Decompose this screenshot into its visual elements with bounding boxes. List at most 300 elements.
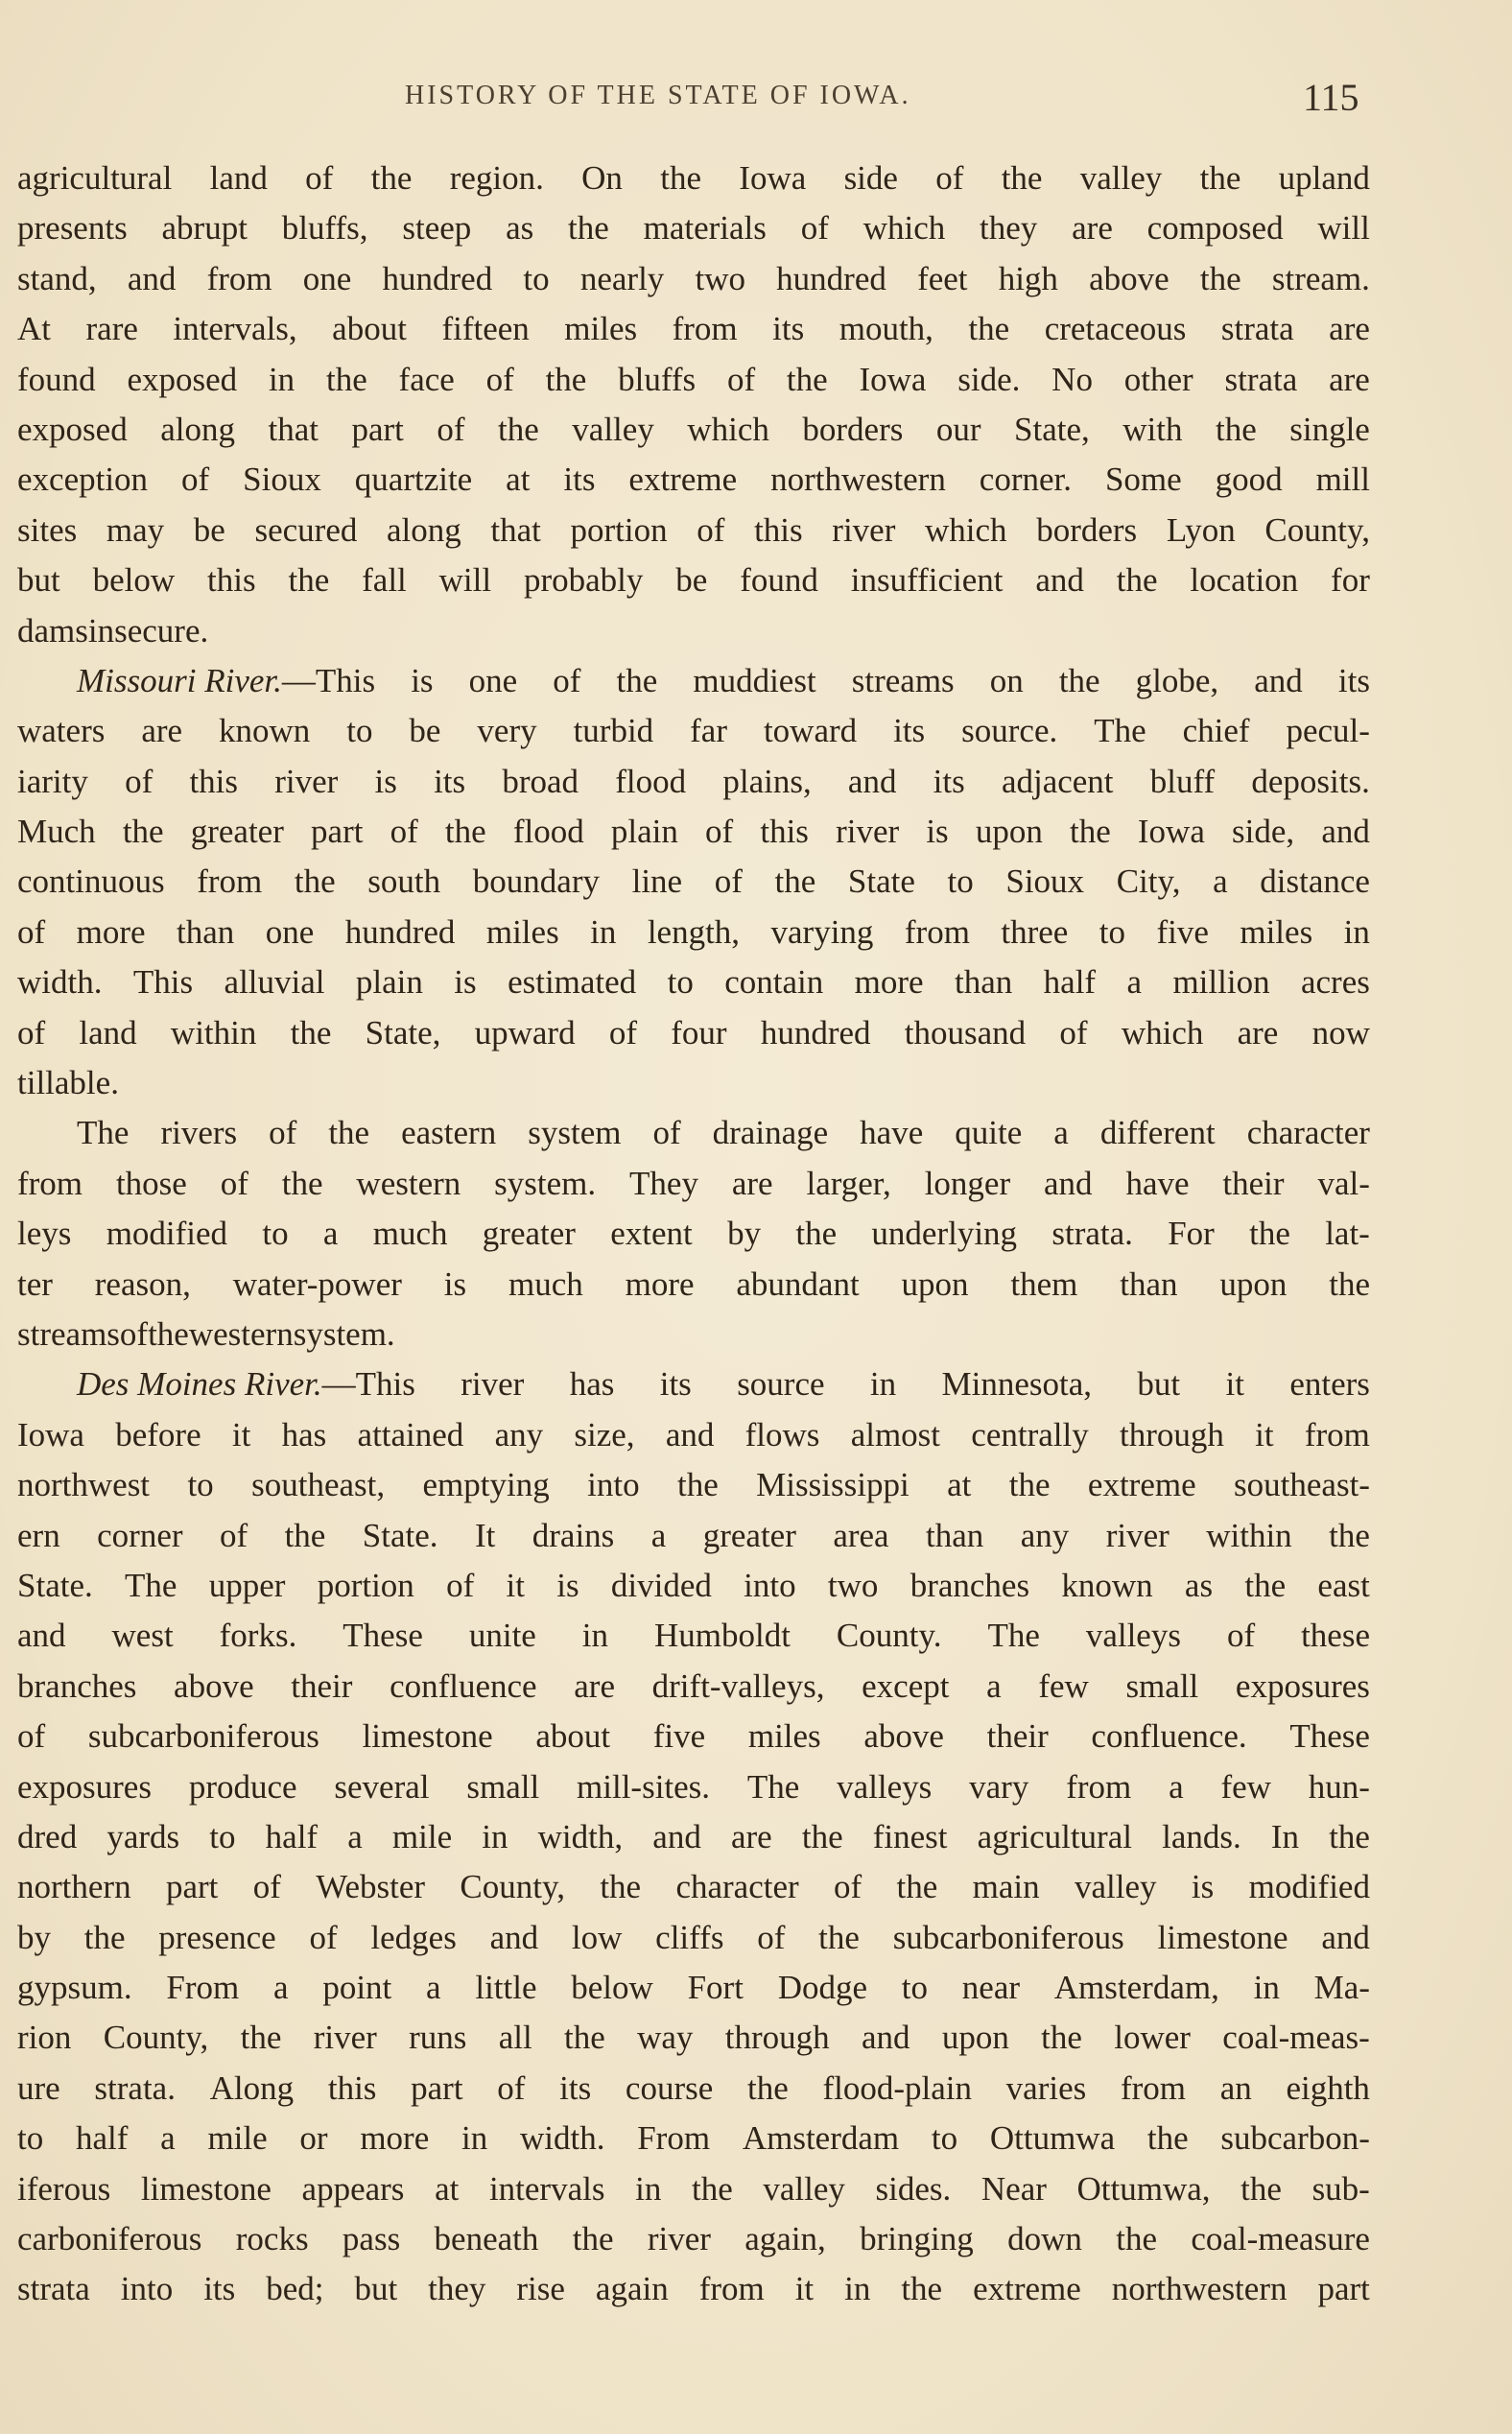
line-word: all	[498, 2019, 532, 2057]
text-line	[17, 405, 1370, 455]
line-word: miles	[1240, 912, 1313, 951]
line-word: ledges	[370, 1918, 457, 1956]
line-word: State.	[362, 1516, 438, 1554]
line-word: the	[148, 1314, 189, 1353]
line-word: now	[1311, 1013, 1370, 1052]
line-word: by	[17, 1918, 51, 1956]
line-word: a	[426, 1969, 441, 2007]
line-word: them	[1010, 1264, 1078, 1303]
line-word: it	[1255, 1415, 1274, 1453]
text-line	[17, 2214, 1370, 2264]
line-word: to	[901, 1969, 929, 2007]
text-line	[17, 1310, 1370, 1359]
text-line	[17, 1862, 1370, 1912]
line-word: from	[698, 2270, 765, 2308]
line-word: from	[1120, 2068, 1186, 2107]
line-word: from	[904, 912, 970, 951]
line-word: western	[188, 1314, 294, 1353]
line-word: half	[1043, 963, 1097, 1002]
line-word: found	[740, 561, 818, 600]
line-word: pass	[342, 2220, 401, 2258]
line-word: mile	[207, 2119, 268, 2158]
line-word: the	[1199, 259, 1241, 297]
line-word: the	[568, 209, 609, 248]
line-word: ter	[17, 1264, 53, 1303]
line-word: turbid	[573, 712, 654, 750]
text-line	[17, 957, 1370, 1007]
line-word: subcarboniferous	[892, 1918, 1124, 1956]
line-word: at	[947, 1466, 972, 1504]
line-word: The	[77, 1114, 130, 1152]
text-line	[17, 2064, 1370, 2114]
line-word: before	[115, 1415, 201, 1453]
line-word: They	[629, 1164, 698, 1202]
line-word: enters	[1289, 1365, 1370, 1404]
line-word: a	[1213, 863, 1228, 901]
line-word: its	[933, 762, 965, 800]
line-word: flood	[512, 813, 584, 851]
line-word: broad	[502, 762, 579, 800]
line-word: of	[17, 1717, 46, 1756]
line-word: miles	[485, 912, 559, 951]
line-word: vary	[969, 1767, 1029, 1806]
run-in-heading: Missouri River.	[77, 661, 282, 699]
line-word: one	[468, 661, 518, 699]
line-word: larger,	[806, 1164, 891, 1202]
line-word: The	[125, 1566, 177, 1604]
line-word: the	[1329, 1817, 1370, 1855]
line-word: modified	[106, 1215, 228, 1253]
line-word: hundred	[344, 912, 456, 951]
line-word: to	[17, 2119, 44, 2158]
line-word: fall	[362, 561, 407, 600]
line-word: have	[1125, 1164, 1190, 1202]
text-line	[17, 355, 1370, 405]
line-word: borders	[802, 410, 904, 448]
text-line	[17, 1913, 1370, 1963]
line-word: miles	[564, 310, 638, 348]
line-word: and	[1321, 1918, 1370, 1956]
line-word: strata	[1220, 310, 1294, 348]
line-word: the	[122, 813, 164, 851]
line-word: upon	[1219, 1264, 1288, 1303]
line-word: along	[387, 510, 461, 549]
line-word: as	[506, 209, 534, 248]
line-word: carboniferous	[17, 2220, 202, 2258]
text-line	[17, 1159, 1370, 1209]
line-word: Amsterdam	[742, 2119, 900, 2158]
line-word: exposed	[127, 360, 238, 398]
line-word: the	[328, 1114, 370, 1152]
line-word: one	[265, 912, 315, 951]
line-word: varies	[1005, 2068, 1087, 2107]
text-line	[17, 1662, 1370, 1712]
line-word: be	[409, 712, 441, 750]
line-word: they	[980, 209, 1038, 248]
line-word: in	[461, 2119, 488, 2158]
line-word: down	[1007, 2220, 1082, 2258]
line-word: source	[737, 1365, 825, 1404]
line-word: those	[115, 1164, 187, 1202]
line-lead	[77, 1359, 415, 1409]
line-word: the	[290, 1013, 332, 1052]
line-word: are	[1329, 310, 1370, 348]
line-word: three	[1001, 912, 1069, 951]
text-line	[17, 1511, 1370, 1561]
line-word: again	[595, 2270, 669, 2308]
line-word: this	[327, 2068, 377, 2107]
line-word: these	[1301, 1617, 1370, 1655]
line-word: below	[571, 1969, 653, 2007]
line-word: abundant	[736, 1264, 860, 1303]
line-word: Sioux	[1005, 863, 1085, 901]
line-word: more	[854, 963, 924, 1002]
line-word: exception	[17, 461, 149, 499]
line-word: above	[1089, 259, 1169, 297]
line-word: presence	[158, 1918, 276, 1956]
line-word: line	[631, 863, 683, 901]
text-line	[17, 1712, 1370, 1761]
line-word: eighth	[1286, 2068, 1370, 2107]
text-line	[17, 1209, 1370, 1259]
line-word: limestone	[362, 1717, 493, 1756]
line-word: flows	[744, 1415, 820, 1453]
line-word: of	[437, 410, 465, 448]
line-word: mile	[391, 1817, 453, 1855]
line-word: than	[176, 912, 235, 951]
line-word: Iowa	[739, 159, 807, 197]
line-word: bringing	[860, 2220, 974, 2258]
line-word: insufficient	[850, 561, 1004, 600]
line-word: plains,	[722, 762, 812, 800]
line-word: the	[1001, 159, 1043, 197]
line-word: this	[754, 510, 803, 549]
line-word: streams	[851, 661, 955, 699]
line-word: County,	[103, 2019, 209, 2057]
line-word: of	[608, 1013, 637, 1052]
line-word: but	[17, 561, 60, 600]
line-word: the	[498, 410, 539, 448]
line-word: have	[860, 1114, 924, 1152]
line-word: composed	[1146, 209, 1284, 248]
line-word: longer	[924, 1164, 1011, 1202]
line-word: of	[446, 1566, 475, 1604]
line-word: it	[231, 1415, 251, 1453]
line-word: of	[497, 2068, 526, 2107]
line-word: more	[360, 2119, 430, 2158]
line-word: character	[1246, 1114, 1370, 1152]
line-word: the	[284, 1516, 326, 1554]
text-line	[17, 857, 1370, 907]
line-word: a	[1126, 963, 1143, 1002]
line-word: side,	[1232, 813, 1295, 851]
line-word: are	[1329, 360, 1370, 398]
text-line	[17, 1611, 1370, 1661]
line-word: and	[489, 1918, 539, 1956]
line-word: is	[374, 762, 397, 800]
line-word: valley	[1079, 159, 1163, 197]
line-word: way	[637, 2019, 694, 2057]
line-word: southeast-	[1234, 1466, 1370, 1504]
line-word: adjacent	[1001, 762, 1114, 800]
line-word: exposures	[1235, 1666, 1370, 1705]
line-word: of	[800, 209, 829, 248]
line-word: the	[83, 1918, 126, 1956]
line-word: limestone	[1157, 1918, 1288, 1956]
line-word: alluvial	[224, 963, 325, 1002]
line-word: the	[786, 360, 828, 398]
line-word: face	[398, 360, 455, 398]
line-word: flood	[615, 762, 687, 800]
line-word: mill-sites.	[577, 1767, 711, 1806]
line-word: the	[774, 863, 816, 901]
line-word: strata	[1224, 360, 1298, 398]
line-word: and	[1035, 561, 1084, 600]
line-word: is	[443, 1264, 467, 1303]
line-word: are	[1237, 1013, 1279, 1052]
line-word: their	[986, 1717, 1049, 1756]
line-word: valley	[572, 410, 654, 448]
line-word: exposures	[17, 1767, 152, 1806]
line-word: are	[141, 712, 183, 750]
line-word: has	[569, 1365, 615, 1404]
line-word: this	[207, 561, 256, 600]
text-line	[17, 1008, 1370, 1058]
line-word: a	[160, 2119, 176, 2158]
line-word: feet	[917, 259, 968, 297]
line-word: Iowa	[1137, 813, 1205, 851]
line-word: These	[343, 1617, 423, 1655]
line-word: borders	[1036, 510, 1138, 549]
line-word: found	[17, 360, 96, 398]
line-word: four	[671, 1013, 727, 1052]
line-word: good	[1215, 461, 1283, 499]
line-word: much	[508, 1264, 583, 1303]
line-word: sub-	[1311, 2169, 1370, 2208]
line-word: limestone	[140, 2169, 272, 2208]
line-word: its	[772, 310, 805, 348]
line-word: State,	[365, 1013, 441, 1052]
line-word: river	[1105, 1516, 1169, 1554]
line-word: the	[616, 661, 658, 699]
line-word: far	[690, 712, 727, 750]
line-word: fifteen	[441, 310, 530, 348]
line-word: dred	[17, 1817, 78, 1855]
line-word: for	[1331, 561, 1370, 600]
line-word: to	[187, 1466, 214, 1504]
line-word: from	[197, 863, 263, 901]
line-word: greater	[190, 813, 284, 851]
line-word: which	[1121, 1013, 1204, 1052]
line-word: and	[1254, 661, 1303, 699]
line-word: valley	[763, 2169, 845, 2208]
line-word: more	[625, 1264, 695, 1303]
running-title: HISTORY OF THE STATE OF IOWA.	[405, 81, 911, 110]
line-word: in	[869, 1365, 897, 1404]
line-word: City,	[1116, 863, 1181, 901]
line-word: into	[744, 1566, 796, 1604]
line-word: of	[757, 1918, 786, 1956]
line-word: quite	[955, 1114, 1023, 1152]
line-word: a	[1053, 1114, 1069, 1152]
line-word: yards	[106, 1817, 180, 1855]
line-word: of	[305, 159, 334, 197]
line-word: its	[203, 2270, 236, 2308]
line-word: to	[523, 259, 550, 297]
line-word: the	[1058, 661, 1100, 699]
line-word: iferous	[17, 2169, 111, 2208]
line-word: east	[1317, 1566, 1370, 1604]
line-word: known	[219, 712, 311, 750]
line-word: known	[1061, 1566, 1153, 1604]
line-word: below	[92, 561, 176, 600]
line-word: the	[660, 159, 701, 197]
line-word: other	[1123, 360, 1193, 398]
line-word: than	[1120, 1264, 1178, 1303]
line-word: half	[265, 1817, 319, 1855]
line-word: of	[181, 461, 210, 499]
line-word: single	[1289, 410, 1370, 448]
line-word: the	[746, 2068, 789, 2107]
line-word: few	[1038, 1666, 1089, 1705]
line-word: its	[659, 1365, 692, 1404]
line-word: bluffs,	[281, 209, 368, 248]
line-word: leys	[17, 1215, 72, 1253]
line-word: Fort	[687, 1969, 744, 2007]
line-word: side	[843, 159, 898, 197]
line-word: County,	[460, 1868, 565, 1906]
line-word: is	[556, 1566, 579, 1604]
line-word: portion	[570, 510, 668, 549]
running-head	[0, 76, 1512, 129]
line-word: Ma-	[1313, 1969, 1370, 2007]
line-word: Ottumwa	[989, 2119, 1116, 2158]
line-word: probably	[523, 561, 644, 600]
line-word: and	[1321, 813, 1370, 851]
line-word: coal-meas-	[1222, 2019, 1370, 2057]
line-word: From	[637, 2119, 711, 2158]
line-word: it	[506, 1566, 525, 1604]
line-word: the	[1240, 2169, 1282, 2208]
text-line	[17, 1812, 1370, 1862]
line-word: than	[926, 1516, 984, 1554]
line-word: the	[818, 1918, 860, 1956]
line-word: the	[901, 2270, 943, 2308]
text-line	[17, 254, 1370, 304]
line-word: south	[367, 863, 441, 901]
line-word: pecul-	[1286, 712, 1370, 750]
line-word: width.	[519, 2119, 605, 2158]
line-word: the	[294, 863, 336, 901]
line-word: of	[220, 1164, 248, 1202]
line-word: of	[485, 360, 514, 398]
line-word: the	[325, 360, 367, 398]
line-word: low	[571, 1918, 623, 1956]
line-word: drift-valleys,	[651, 1666, 825, 1705]
line-word: subcarbon-	[1220, 2119, 1370, 2158]
line-word: Some	[1104, 461, 1182, 499]
line-word: along	[160, 410, 235, 448]
line-word: from	[1304, 1415, 1370, 1453]
line-word: the	[1116, 2220, 1157, 2258]
line-word: insecure.	[87, 611, 209, 650]
line-word: Much	[17, 813, 96, 851]
line-word: its	[563, 461, 596, 499]
line-word: agricultural	[17, 159, 173, 197]
line-word: Webster	[316, 1868, 426, 1906]
line-word: strata	[17, 2270, 90, 2308]
line-word: the	[564, 2019, 605, 2057]
run-in-heading: Des Moines River.	[77, 1365, 322, 1404]
line-word: through	[724, 2019, 830, 2057]
line-word: the	[677, 1466, 719, 1504]
line-word: character	[675, 1868, 799, 1906]
line-word: will	[438, 561, 492, 600]
line-word: nearly	[579, 259, 665, 297]
line-word: again,	[744, 2220, 826, 2258]
line-word: of	[17, 912, 46, 951]
line-word: west	[111, 1617, 174, 1655]
text-line	[17, 706, 1370, 756]
line-word: Dodge	[777, 1969, 868, 2007]
line-word: drains	[532, 1516, 615, 1554]
line-word: is	[454, 963, 477, 1002]
line-word: of	[834, 1868, 862, 1906]
line-word: part	[411, 2068, 463, 2107]
line-word: small	[1125, 1666, 1199, 1705]
line-word: that	[490, 510, 541, 549]
line-word: that	[268, 410, 319, 448]
line-word: one	[302, 259, 352, 297]
line-word: extent	[610, 1215, 693, 1253]
line-word: upward	[474, 1013, 576, 1052]
line-word: small	[466, 1767, 540, 1806]
line-word: mill	[1315, 461, 1370, 499]
line-word: For	[1168, 1215, 1215, 1253]
line-word: the	[1146, 2119, 1189, 2158]
text-line	[17, 1963, 1370, 2013]
line-word: lat-	[1325, 1215, 1370, 1253]
line-word: the	[896, 1868, 938, 1906]
line-word: location	[1190, 561, 1299, 600]
line-word: above	[174, 1666, 254, 1705]
line-word: of	[1226, 1617, 1256, 1655]
line-word: its	[893, 712, 926, 750]
line-word: at	[435, 2169, 460, 2208]
line-word: side.	[957, 360, 1021, 398]
line-word: contain	[724, 963, 824, 1002]
line-word: State	[847, 863, 915, 901]
line-word: on	[989, 661, 1024, 699]
line-word: of	[219, 1516, 248, 1554]
line-word: val-	[1317, 1164, 1370, 1202]
text-line	[17, 1561, 1370, 1611]
line-word: of	[125, 762, 154, 800]
line-word: than	[955, 963, 1013, 1002]
line-word: materials	[643, 209, 767, 248]
text-line	[17, 1108, 1370, 1158]
line-word: part	[351, 410, 404, 448]
line-word: State.	[17, 1566, 93, 1604]
line-word: varying	[770, 912, 874, 951]
line-word: a	[986, 1666, 1002, 1705]
line-word: of	[705, 813, 734, 851]
line-word: land	[209, 159, 268, 197]
line-word: Amsterdam,	[1053, 1969, 1219, 2007]
line-word: bed;	[266, 2270, 324, 2308]
line-word: southeast,	[251, 1466, 386, 1504]
line-word: extreme	[1087, 1466, 1196, 1504]
